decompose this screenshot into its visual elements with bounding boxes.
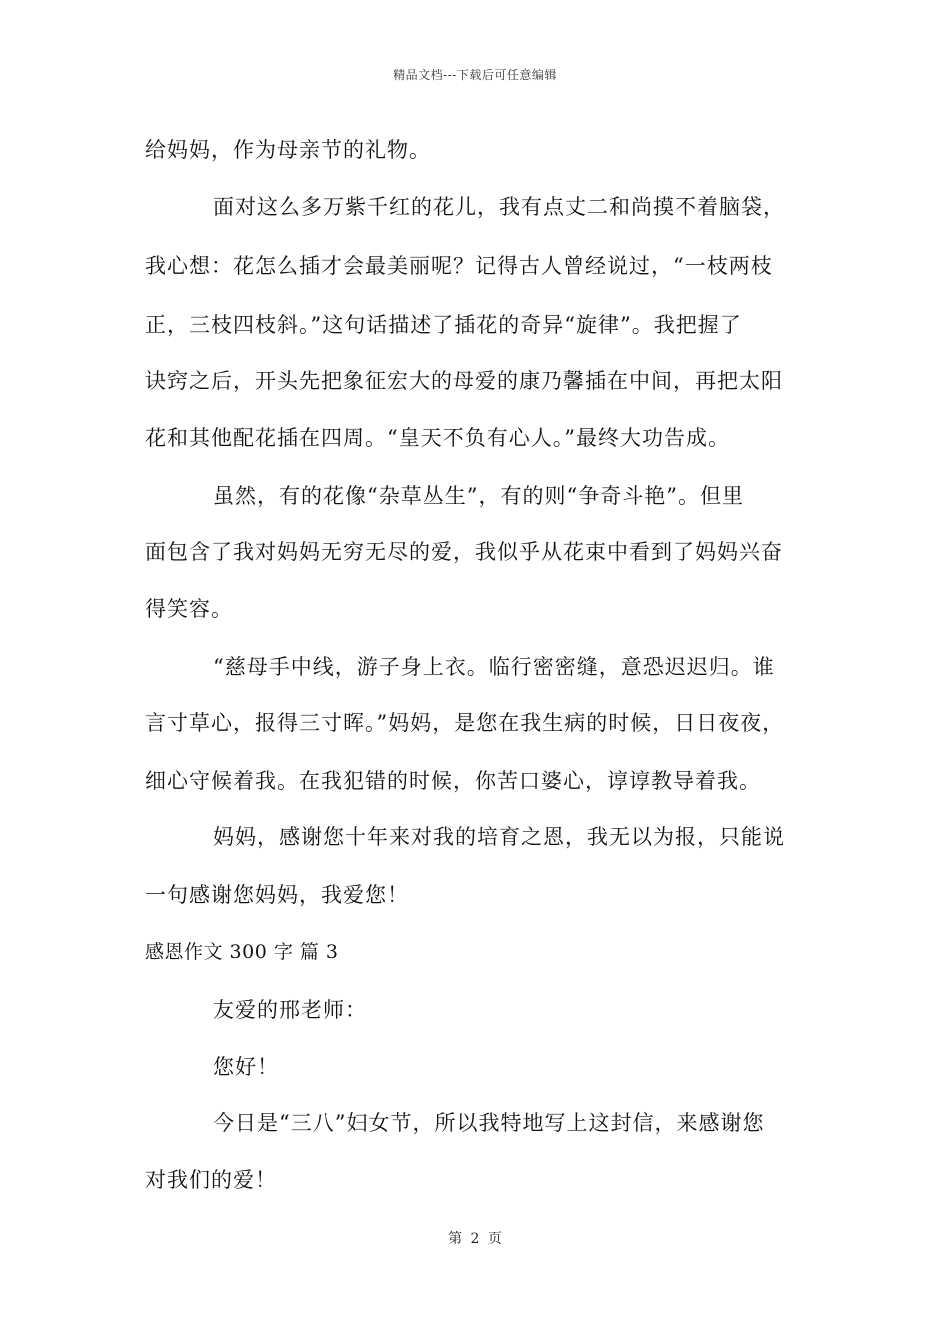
text-line: 得笑容。 [145, 597, 233, 621]
text-line: 面对这么多万紫千红的花儿，我有点丈二和尚摸不着脑袋， [213, 195, 785, 219]
text-line: 今日是“三八”妇女节，所以我特地写上这封信，来感谢您 [213, 1111, 765, 1135]
text-line: 细心守候着我。在我犯错的时候，你苦口婆心，谆谆教导着我。 [145, 769, 761, 793]
text-line: “慈母手中线，游子身上衣。临行密密缝，意恐迟迟归。谁 [213, 655, 775, 679]
text-line: 一句感谢您妈妈，我爱您！ [145, 883, 409, 907]
text-line: 诀窍之后，开头先把象征宏大的母爱的康乃馨插在中间，再把太阳 [145, 369, 783, 393]
text-line: 妈妈，感谢您十年来对我的培育之恩，我无以为报，只能说 [213, 825, 785, 849]
section-heading: 感恩作文 300 字 篇 3 [145, 941, 339, 963]
page-header: 精品文档---下载后可任意编辑 [393, 68, 557, 82]
text-line: 正，三枝四枝斜。”这句话描述了插花的奇异“旋律”。我把握了 [145, 313, 742, 337]
text-line: 花和其他配花插在四周。“皇天不负有心人。”最终大功告成。 [145, 426, 730, 450]
text-line: 我心想：花怎么插才会最美丽呢？记得古人曾经说过，“一枝两枝 [145, 254, 773, 278]
text-line: 给妈妈，作为母亲节的礼物。 [145, 138, 431, 162]
text-line: 您好！ [213, 1055, 279, 1079]
text-line: 面包含了我对妈妈无穷无尽的爱，我似乎从花束中看到了妈妈兴奋 [145, 540, 783, 564]
text-line: 言寸草心，报得三寸晖。”妈妈，是您在我生病的时候，日日夜夜， [145, 711, 785, 735]
page-number: 第 2 页 [448, 1231, 502, 1247]
text-line: 对我们的爱！ [145, 1168, 277, 1192]
text-line: 虽然，有的花像“杂草丛生”，有的则“争奇斗艳”。但里 [213, 484, 744, 508]
text-line: 友爱的邢老师： [213, 998, 367, 1022]
